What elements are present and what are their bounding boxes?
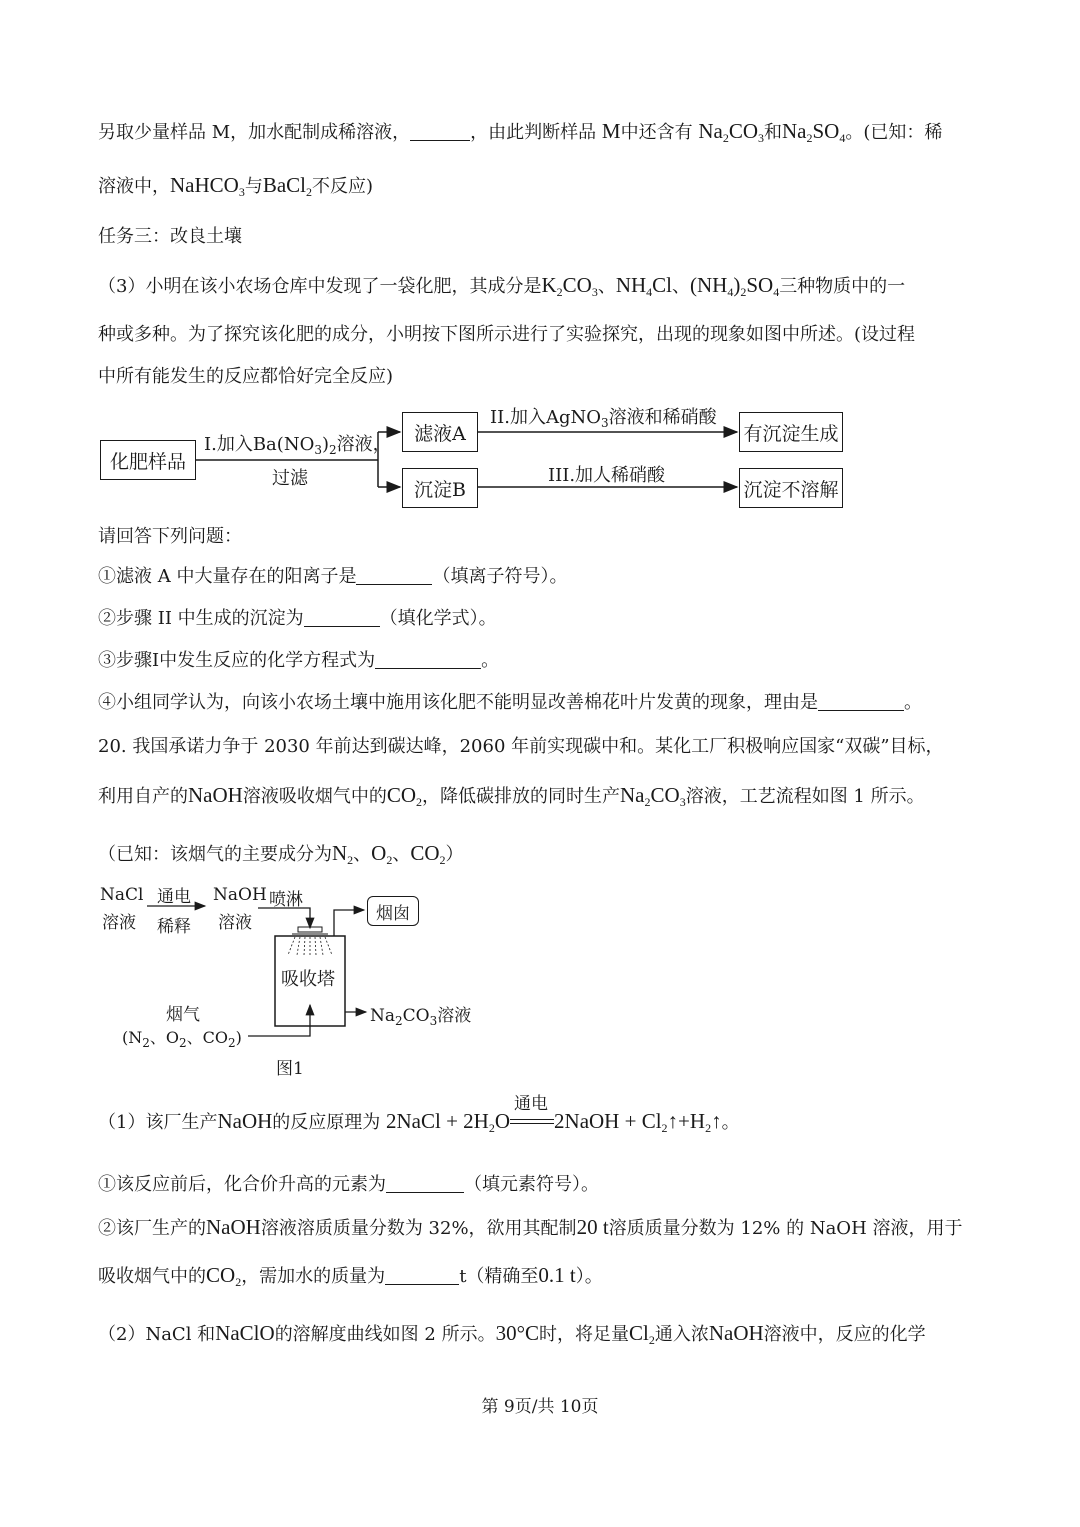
text-line: （3）小明在该小农场仓库中发现了一袋化肥，其成分是$K_2CO_3$、$NH_4Cl$、$(NH_4)_2SO_4$三种物质中的一 — [98, 273, 906, 299]
naoh-solution-label: 溶液 — [218, 913, 252, 933]
result3-box: 沉淀不溶解 — [739, 468, 843, 508]
dilute-label: 稀释 — [157, 917, 191, 937]
flue-gas-label: 烟气 — [166, 1005, 200, 1025]
text-line: （1）该厂生产NaOH的反应原理为 2NaCl + $2H_2O$ 通电 2NaOH + $Cl_2↑+H_2↑$。 — [98, 1094, 740, 1135]
step3-label: III.加人稀硝酸 — [548, 465, 666, 486]
sample-box: 化肥样品 — [100, 440, 196, 480]
equation: 2NaCl + $2H_2O$ 通电 2NaOH + $Cl_2↑+H_2↑$ — [386, 1094, 722, 1135]
text: ，由此判断样品 — [470, 122, 597, 143]
output-label: $Na_2CO_3$溶液 — [370, 1006, 472, 1028]
text-line: 中所有能发生的反应都恰好完全反应) — [98, 366, 394, 387]
text-line: （2）NaCl 和NaClO的溶解度曲线如图 2 所示。30°C时，将足量$Cl_2$通入浓NaOH溶液中，反应的化学 — [98, 1321, 926, 1347]
spray-label: 喷淋 — [269, 890, 303, 910]
chimney-box: 烟囱 — [367, 896, 419, 926]
question-2: ②步骤 II 中生成的沉淀为 （填化学式）。 — [98, 608, 497, 629]
question-20-title: 20. 我国承诺力争于 2030 年前达到碳达峰，2060 年前实现碳中和。某化工厂积极响应国家“双碳”目标， — [98, 736, 944, 757]
step1-label: I.加入$Ba(NO_3)_2$溶液， — [204, 434, 391, 457]
result2-box: 有沉淀生成 — [739, 412, 843, 452]
question-1: ①滤液 A 中大量存在的阳离子是 （填离子符号）。 — [98, 566, 568, 587]
text-line: 种或多种。为了探究该化肥的成分，小明按下图所示进行了实验探究，出现的现象如图中所述。(设过程 — [98, 324, 916, 345]
text: 和 — [764, 122, 782, 143]
precipitate-b-box: 沉淀B — [402, 468, 478, 508]
question-1-a: ①该反应前后，化合价升高的元素为 （填元素符号）。 — [98, 1174, 599, 1195]
page-footer: 第 9页/共 10页 — [481, 1397, 599, 1417]
text-line: 请回答下列问题： — [98, 526, 242, 547]
filtrate-a-box: 滤液A — [402, 412, 478, 452]
nacl-solution-label: 溶液 — [102, 913, 136, 933]
text-line: （已知：该烟气的主要成分为$N_2$、$O_2$、$CO_2$） — [98, 841, 464, 867]
text-line: 吸收烟气中的$CO_2$，需加水的质量为 t（精确至0.1 t）。 — [98, 1263, 603, 1289]
formula-nahco3: NaHCO$_3$ — [170, 173, 245, 199]
answer-blank[interactable] — [385, 1266, 459, 1285]
formula-na2so4: $Na_2SO_4$ — [782, 119, 846, 145]
formula-k2co3: $K_2CO_3$ — [541, 273, 598, 299]
text: 与 — [244, 176, 263, 197]
nacl-label: NaCl — [100, 885, 144, 905]
formula-nh42so4: $(NH_4)_2SO_4$ — [690, 273, 780, 299]
naoh-label: NaOH — [213, 885, 267, 905]
formula-na2co3: $Na_2CO_3$ — [698, 119, 764, 145]
question-3: ③步骤Ⅰ中发生反应的化学方程式为 。 — [98, 650, 500, 671]
text: 三种物质中的一 — [779, 276, 906, 297]
text: 另取少量样品 M，加水配制成稀溶液， — [98, 122, 411, 143]
text-line: 利用自产的NaOH溶液吸收烟气中的$CO_2$，降低碳排放的同时生产$Na_2CO_3$溶液，工艺流程如图 1 所示。 — [98, 783, 925, 809]
formula: M — [601, 119, 621, 143]
question-1-b: ②该厂生产的NaOH溶液溶质质量分数为 32%，欲用其配制20 t溶质质量分数为 12% 的 NaOH 溶液，用于 — [98, 1215, 963, 1239]
answer-blank[interactable] — [386, 1174, 464, 1193]
question-4: ④小组同学认为，向该小农场土壤中施用该化肥不能明显改善棉花叶片发黄的现象，理由是 。 — [98, 692, 922, 713]
figure-caption: 图1 — [276, 1059, 304, 1079]
absorption-tower-label: 吸收塔 — [281, 969, 335, 990]
text: （3）小明在该小农场仓库中发现了一袋化肥，其成分是 — [98, 276, 542, 297]
text: 中还含有 — [620, 122, 693, 143]
step2-label: II.加入AgNO$_3$溶液和稀硝酸 — [490, 407, 717, 430]
filter-label: 过滤 — [272, 468, 308, 489]
electrolysis-label: 通电 — [157, 887, 191, 907]
text: 溶液中， — [98, 176, 170, 197]
text: 。(已知：稀 — [845, 122, 943, 143]
formula-nh4cl: $NH_4Cl$ — [615, 273, 672, 299]
formula-bacl2: BaCl$_2$ — [262, 173, 312, 199]
text: 不反应) — [312, 176, 374, 197]
section-title: 任务三：改良土壤 — [98, 226, 242, 247]
flue-gas-composition: ($N_2$、$O_2$、$CO_2$) — [122, 1028, 242, 1050]
